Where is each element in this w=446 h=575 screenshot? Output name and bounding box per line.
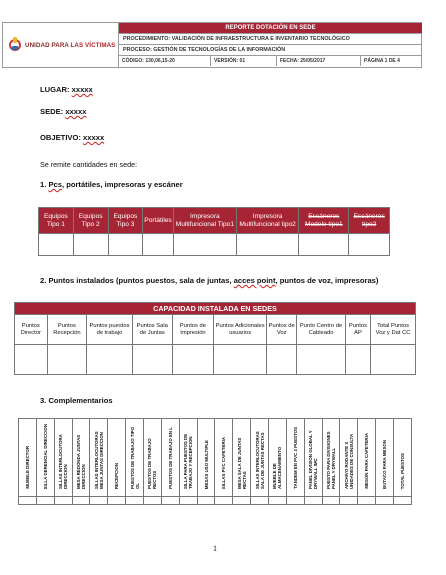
capacity-cell-5[interactable]	[172, 345, 214, 375]
capacity-header-5: Puntos de Impresión	[172, 315, 214, 345]
complementary-header-3	[54, 419, 72, 497]
complementary-cell-3[interactable]	[54, 497, 72, 505]
complementary-header-18	[322, 419, 340, 497]
complementary-cell-16[interactable]	[286, 497, 304, 505]
equipment-table	[38, 207, 390, 256]
capacity-cell-9[interactable]	[345, 345, 370, 375]
complementary-header-9	[161, 419, 179, 497]
capacity-caption: CAPACIDAD INSTALADA EN SEDES	[15, 303, 416, 315]
logo-icon	[9, 37, 21, 53]
capacity-header-4: Puntos Sala de Juntas	[132, 315, 172, 345]
capacity-cell-4[interactable]	[132, 345, 172, 375]
complementary-cell-17[interactable]	[304, 497, 322, 505]
page-number: 1	[213, 544, 217, 553]
complementary-header-label: SILLAS PVC CAFETERIA	[221, 436, 227, 489]
complementary-header-22	[394, 419, 412, 497]
complementary-header-label: SILLAS INTERLOCUTORAS SALA DE JUNTAS RECTAS	[254, 431, 265, 489]
capacity-cell-2[interactable]	[47, 345, 87, 375]
capacity-cell-8[interactable]	[297, 345, 346, 375]
complementary-header-1	[19, 419, 37, 497]
complementary-header-14	[251, 419, 269, 497]
complementary-header-4	[72, 419, 90, 497]
section1-title: 1. Pcs, portátiles, impresoras y escáner	[40, 180, 183, 189]
equipment-cell-2[interactable]	[73, 234, 108, 256]
equipment-header-1: Equipos Tipo 1	[39, 208, 74, 234]
procedure-line: PROCEDIMIENTO: VALIDACIÓN DE INFRAESTRUCTURA E INVENTARIO TECNOLÓGICO	[119, 33, 422, 44]
complementary-header-label: TOTAL PUESTOS	[400, 452, 406, 489]
report-title: REPORTE DOTACIÓN EN SEDE	[119, 23, 422, 33]
equipment-cell-4[interactable]	[143, 234, 174, 256]
capacity-cell-10[interactable]	[371, 345, 416, 375]
complementary-cell-2[interactable]	[36, 497, 54, 505]
capacity-cell-7[interactable]	[267, 345, 297, 375]
complementary-header-label: MUEBLE DE ALMACENAMIENTO	[272, 446, 283, 489]
complementary-header-label: PUESTOS DE TRABAJO RECTOS	[147, 438, 158, 489]
complementary-header-label: PUESTOS DE TRABAJO EN L	[167, 427, 173, 489]
complementary-cell-4[interactable]	[72, 497, 90, 505]
capacity-header-10: Total Puntos Voz y Dat CC	[371, 315, 416, 345]
complementary-cell-10[interactable]	[179, 497, 197, 505]
complementary-header-17	[304, 419, 322, 497]
capacity-header-8: Punto Centro de Cableado	[297, 315, 346, 345]
complementary-cell-15[interactable]	[269, 497, 287, 505]
capacity-table	[14, 302, 416, 375]
complementary-header-19	[340, 419, 358, 497]
complementary-header-label: SILLA PARA PUESTOS DE TRABAJO Y RECEPCION	[183, 433, 194, 489]
complementary-header-7	[126, 419, 144, 497]
complementary-header-label: SILLAS INTERLOCUTORAS MESA JUNTAS DIRECCION	[93, 431, 104, 489]
code-cell: CÓDIGO: 130,06,15-20	[119, 56, 211, 66]
capacity-header-7: Puntos de Voz	[267, 315, 297, 345]
sede-field: SEDE: xxxxx	[40, 107, 87, 116]
complementary-cell-11[interactable]	[197, 497, 215, 505]
complementary-cell-21[interactable]	[376, 497, 394, 505]
complementary-header-label: MESON PARA CAFETERIA	[364, 433, 370, 489]
complementary-cell-6[interactable]	[108, 497, 126, 505]
capacity-header-3: Puntos puestos de trabajo	[87, 315, 133, 345]
complementary-cell-5[interactable]	[90, 497, 108, 505]
section2-title: 2. Puntos instalados (puntos puestos, sala de juntas, acces point, puntos de voz, impresoras)	[40, 276, 379, 285]
equipment-cell-5[interactable]	[173, 234, 236, 256]
complementary-header-5	[90, 419, 108, 497]
section3-title: 3. Complementarios	[40, 396, 113, 405]
logo-text: UNIDAD PARA LAS VÍCTIMAS	[25, 41, 116, 49]
objetivo-field: OBJETIVO: xxxxx	[40, 133, 105, 142]
equipment-header-7: Escáneres Modelo tipo1	[299, 208, 349, 234]
complementary-header-13	[233, 419, 251, 497]
capacity-header-9: Puntos AP	[345, 315, 370, 345]
complementary-header-label: RECEPCION	[114, 462, 120, 489]
equipment-cell-3[interactable]	[108, 234, 143, 256]
complementary-cell-14[interactable]	[251, 497, 269, 505]
complementary-header-6	[108, 419, 126, 497]
equipment-header-6: Impresora Multifuncional tipo2	[236, 208, 298, 234]
complementary-header-label: SILLAS INTERLOCUTORA DIRECCION	[58, 434, 69, 489]
process-line: PROCESO: GESTIÓN DE TECNOLOGÍAS DE LA INFORMACIÓN	[119, 44, 422, 55]
complementary-header-label: BUTACO PARA MESON	[382, 440, 388, 489]
complementary-header-label: SILLA GERENCIAL DIRECCION	[42, 423, 48, 489]
equipment-header-4: Portátiles	[143, 208, 174, 234]
date-cell: FECHA: 25/05/2017	[277, 56, 361, 66]
complementary-header-12	[215, 419, 233, 497]
complementary-cell-22[interactable]	[394, 497, 412, 505]
complementary-header-label: MUEBLE DIRECTOR	[24, 446, 30, 489]
capacity-header-1: Puntos Director	[15, 315, 48, 345]
complementary-header-label: MESAS USO MULTIPLE	[203, 439, 209, 489]
complementary-cell-13[interactable]	[233, 497, 251, 505]
complementary-header-label: PUESTOS DE TRABAJO TIPO OL	[129, 426, 140, 489]
complementary-cell-19[interactable]	[340, 497, 358, 505]
capacity-header-6: Puntos Adicionales usuarios	[214, 315, 267, 345]
complementary-header-label: ARCHIVO RODANTE X UNIDADES DE CONSULTA	[343, 433, 354, 489]
lugar-field: LUGAR: xxxxx	[40, 85, 93, 94]
equipment-header-2: Equipos Tipo 2	[73, 208, 108, 234]
equipment-header-5: Impresora Multifuncional Tipo1	[173, 208, 236, 234]
complementary-header-label: PANEL DIVISION GLOBAL Y DRYWALL IMC	[308, 430, 319, 489]
complementary-header-label: MESA REDONDA JUNTAS DIRECCION	[76, 434, 86, 489]
complementary-cell-12[interactable]	[215, 497, 233, 505]
complementary-header-11	[197, 419, 215, 497]
complementary-header-8	[144, 419, 162, 497]
capacity-header-2: Puntos Recepción	[47, 315, 87, 345]
complementary-header-20	[358, 419, 376, 497]
complementary-header-label: TANDEM EN PVC 3 PUESTOS	[292, 427, 298, 489]
complementary-header-10	[179, 419, 197, 497]
complementary-header-15	[269, 419, 287, 497]
complementary-header-label: PUESTO PARA DIVISIONES PANEL Y DRYWALL	[326, 431, 337, 489]
complementary-table	[18, 418, 412, 505]
complementary-cell-18[interactable]	[322, 497, 340, 505]
complementary-cell-7[interactable]	[126, 497, 144, 505]
complementary-header-2	[36, 419, 54, 497]
complementary-cell-20[interactable]	[358, 497, 376, 505]
complementary-cell-9[interactable]	[161, 497, 179, 505]
equipment-cell-8[interactable]	[349, 234, 390, 256]
equipment-cell-1[interactable]	[39, 234, 74, 256]
complementary-header-label: MESA SALA DE JUNTAS RECTAS	[236, 437, 247, 489]
meta-row	[119, 55, 422, 66]
logo	[3, 23, 119, 67]
complementary-header-16	[286, 419, 304, 497]
complementary-header-21	[376, 419, 394, 497]
equipment-cell-6[interactable]	[236, 234, 298, 256]
version-cell: VERSIÓN: 01	[211, 56, 277, 66]
equipment-header-3: Equipos Tipo 3	[108, 208, 143, 234]
intro-text: Se remite cantidades en sede:	[40, 160, 138, 169]
complementary-cell-8[interactable]	[144, 497, 162, 505]
page-cell: PÁGINA 1 DE 4	[364, 58, 400, 64]
capacity-cell-6[interactable]	[214, 345, 267, 375]
document-header	[2, 22, 422, 68]
equipment-header-8: Escáneres tipo2	[349, 208, 390, 234]
equipment-cell-7[interactable]	[299, 234, 349, 256]
capacity-cell-3[interactable]	[87, 345, 133, 375]
capacity-cell-1[interactable]	[15, 345, 48, 375]
complementary-cell-1[interactable]	[19, 497, 37, 505]
